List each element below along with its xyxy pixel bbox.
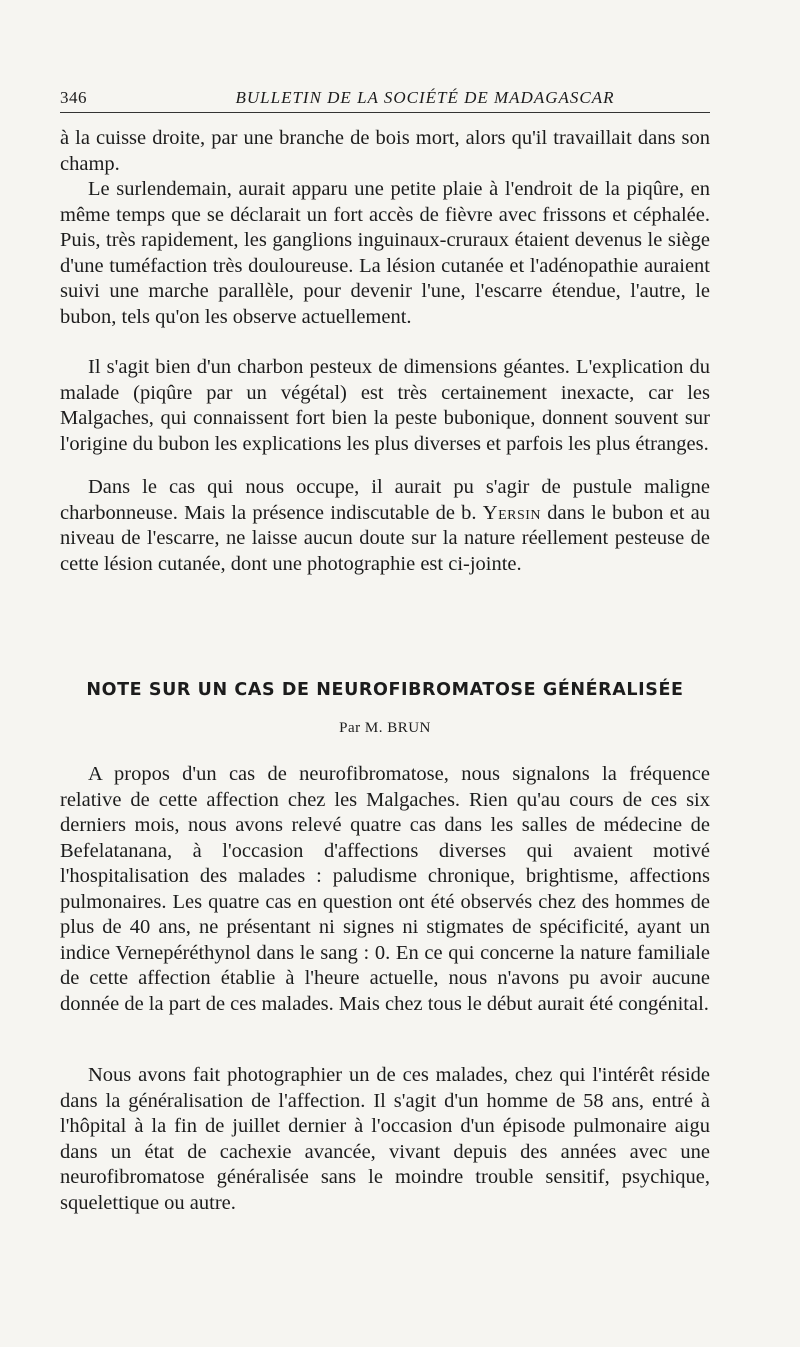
paragraph: Le surlendemain, aurait apparu une petite plaie à l'endroit de la piqûre, en même temps que se déclarait un fort accès de fièvre avec frissons et céphalée. Puis, très rapidement, les ganglions inguinaux-cruraux étaient devenus le siège d'une tuméfaction très douloureuse. La lésion cutanée et l'adénopathie auraient suivi une marche parallèle, pour devenir l'une, l'escarre étendue, l'autre, le bubon, tels qu'on les observe actuellement. (60, 178, 710, 328)
author-name-yersin: Yersin (482, 501, 542, 524)
article-byline: Par M. BRUN (339, 720, 431, 736)
paragraph: Il s'agit bien d'un charbon pesteux de dimensions géantes. L'explication du malade (piqûre par un végétal) est très certainement inexacte, car les Malgaches, qui connaissent fort bien la peste bubonique, donnent souvent sur l'origine du bubon les explications les plus diverses et parfois les plus étranges. (60, 356, 710, 455)
journal-title: BULLETIN DE LA SOCIÉTÉ DE MADAGASCAR (235, 88, 615, 107)
article-title: NOTE SUR UN CAS DE NEUROFIBROMATOSE GÉNÉRALISÉE (86, 680, 684, 700)
paragraph (60, 475, 710, 577)
paragraph: Nous avons fait photographier un de ces malades, chez qui l'intérêt réside dans la généralisation de l'affection. Il s'agit d'un homme de 58 ans, entré à l'hôpital à la fin de juillet dernier à l'occasion d'un épisode pulmonaire aigu dans un état de cachexie avancée, vivant depuis des années avec une neurofibromatose généralisée sans le moindre trouble sensitif, psychique, squelettique ou autre. (60, 1064, 710, 1214)
paragraph-text: Dans le cas qui nous occupe, il aurait pu s'agir de pustule maligne charbonneuse. Mais la présence indiscutable de b. (60, 476, 710, 524)
running-header (60, 88, 710, 113)
page-number: 346 (60, 88, 87, 107)
paragraph-continuation: à la cuisse droite, par une branche de bois mort, alors qu'il travaillait dans son champ. (60, 127, 710, 175)
paragraph-text: dans le bubon et au niveau de l'escarre, ne laisse aucun doute sur la nature réellement pesteuse de cette lésion cutanée, dont une photographie est ci-jointe. (60, 501, 711, 575)
paragraph: A propos d'un cas de neurofibromatose, nous signalons la fréquence relative de cette affection chez les Malgaches. Rien qu'au cours de ces six derniers mois, nous avons relevé quatre cas dans les salles de médecine de Befelatanana, à l'occasion d'affections diverses qui avaient motivé l'hospitalisation des malades : paludisme chronique, brightisme, affections pulmonaires. Les quatre cas en question ont été observés chez des hommes de plus de 40 ans, ne présentant ni signes ni stigmates de spécificité, ayant un indice Vernepéréthynol dans le sang : 0. En ce qui concerne la nature familiale de cette affection établie à l'heure actuelle, nous n'avons pu avoir aucune donnée de la part de ces malades. Mais chez tous le début aurait été congénital. (60, 763, 710, 1015)
